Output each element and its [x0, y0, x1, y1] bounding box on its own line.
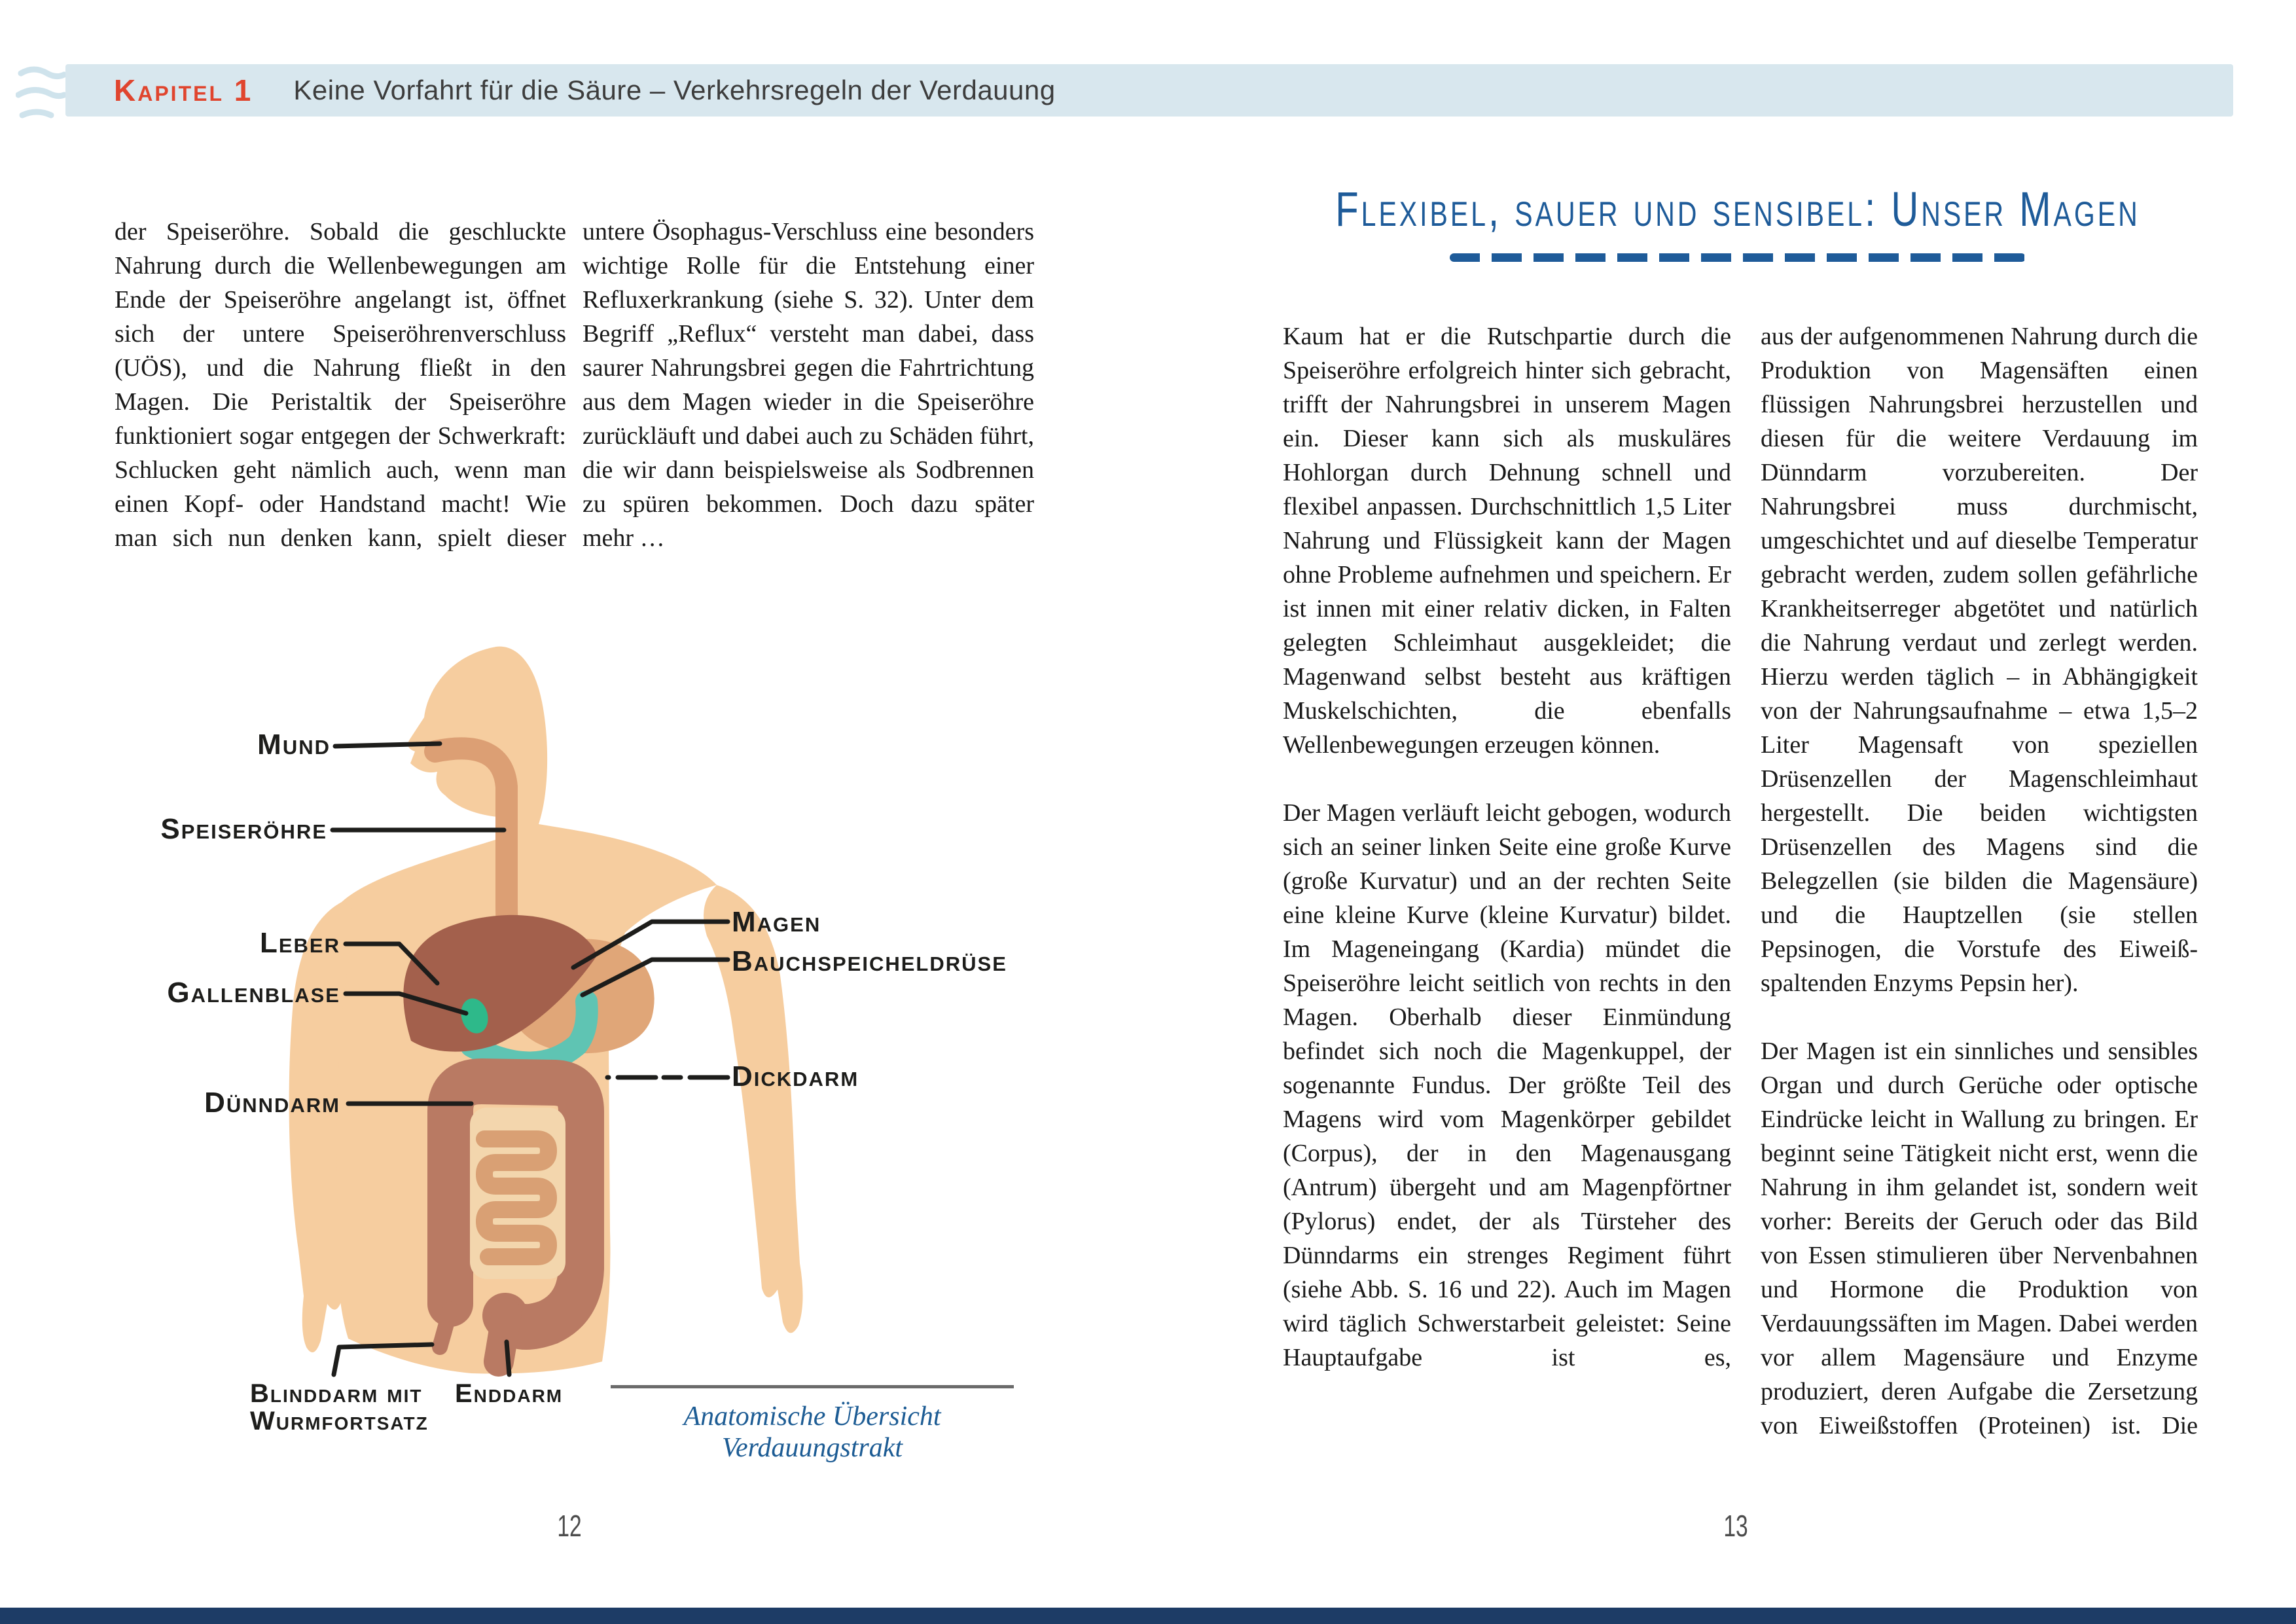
- footer-band: [0, 1608, 2296, 1624]
- digestive-tract-figure: [105, 622, 1086, 1479]
- paragraph: aus der aufgenommenen Nahrung durch die Produktion von Magensäften einen flüssigen Nahrungsbrei herzustellen und diesen für die weitere Verdauung im Dünndarm vorzubereiten. Der Nahrungsbrei muss durchmischt, umgeschichtet und auf dieselbe Temperatur gebracht werden, zudem sollen gefährliche Krankheitserreger abgetötet und natürlich die Nahrung verdaut und zerlegt werden. Hierzu werden täglich – in Abhängigkeit von der Nahrungsaufnahme – etwa 1,5–2 Liter Magensaft von speziellen Drüsenzellen der Magenschleimhaut hergestellt. Die beiden wichtigsten Drüsenzellen des Magens sind die Belegzellen (sie bilden die Magensäure) und die Hauptzellen (sie stellen Pepsinogen, die Vorstufe des Eiweiß-spaltenden Enzyms Pepsin her).: [1761, 323, 2198, 997]
- label-dickdarm: Dickdarm: [732, 1060, 859, 1092]
- wave-decoration-icon: [16, 59, 68, 124]
- chapter-header-band: [65, 64, 2233, 117]
- label-bauchspeicheldruese: Bauchspeicheldrüse: [732, 945, 1007, 977]
- section-heading: Flexibel, sauer und sensibel: Unser Magen: [1335, 182, 2140, 237]
- heading-dashed-underline: [1450, 253, 2026, 262]
- paragraph: Kaum hat er die Rutschpartie durch die Speiseröhre erfolgreich hinter sich gebracht, trifft der Nahrungsbrei in unserem Magen ein. Dieser kann sich als muskuläres Hohlorgan durch Dehnung schnell und flexibel anpassen. Durchschnittlich 1,5 Liter Nahrung und Flüssigkeit kann der Magen ohne Probleme aufnehmen und speichern. Er ist innen mit einer relativ dicken, in Falten gelegten Schleimhaut ausgekleidet; die Magenwand selbst besteht aus kräftigen Muskelschichten, die ebenfalls Wellenbewegungen erzeugen können.: [1283, 323, 1731, 759]
- caption-divider: [611, 1385, 1014, 1388]
- figure-caption: Anatomische Übersicht Verdauungstrakt: [683, 1401, 941, 1463]
- leader-line-enddarm: [507, 1342, 509, 1375]
- section-heading-block: [1276, 182, 2199, 262]
- right-page-column-2: [1761, 319, 2198, 1491]
- page-number-right: 13: [1723, 1509, 1748, 1543]
- paragraph: Der Magen ist ein sinnliches und sensibles Organ und durch Gerüche oder optische Eindrücke leicht in Wallung zu bringen. Er beginnt seine Tätigkeit nicht erst, wenn die Nahrung in ihm gelandet ist, sondern weit vorher: Bereits der Geruch oder das Bild von Essen stimulieren über Nervenbahnen und Hormone die Produktion von Verdauungssäften im Magen. Dabei werden vor allem Magensäure und Enzyme produziert, deren Aufgabe die Zersetzung von Eiweißstoffen (Proteinen) ist. Die: [1761, 1038, 2198, 1439]
- label-leber: Leber: [259, 927, 340, 959]
- page-number-left: 12: [557, 1509, 582, 1543]
- chapter-title: Keine Vorfahrt für die Säure – Verkehrsregeln der Verdauung: [293, 75, 1056, 105]
- left-page-column-1: der Speiseröhre. Sobald die geschluckte Nahrung durch die Wellenbewegungen am Ende der Speiseröhre angelangt ist, öffnet sich der untere Speiseröhrenverschluss (UÖS), und die Nahrung fließt in den Magen. Die Peristaltik der Speiseröhre funktioniert sogar entgegen der Schwerkraft: Schlucken geht nämlich auch, wenn man einen Kopf- oder Handstand macht! Wie man sich nun denken kann, spielt dieser: [115, 218, 566, 552]
- right-page-column-1: [1283, 319, 1731, 1491]
- paragraph: Der Magen verläuft leicht gebogen, wodurch sich an seiner linken Seite eine große Kurve (große Kurvatur) und an der rechten Seite eine kleine Kurve (kleine Kurvatur) bildet. Im Mageneingang (Kardia) mündet die Speiseröhre leicht seitlich von rechts in den Magen. Oberhalb dieser Einmündung befindet sich noch die Magenkuppel, der sogenannte Fundus. Der größte Teil des Magens wird vom Magenkörper gebildet (Corpus), der in den Magenausgang (Antrum) übergeht und am Magenpförtner (Pylorus) endet, der als Türsteher des Dünndarms ein strenges Regiment führt (siehe Abb. S. 16 und 22). Auch im Magen wird täglich Schwerstarbeit geleistet: Seine Hauptaufgabe ist es,: [1283, 799, 1731, 1371]
- label-gallenblase: Gallenblase: [167, 977, 340, 1009]
- left-page-column-2: untere Ösophagus-Verschluss eine besonders wichtige Rolle für die Entstehung einer Refluxerkrankung (siehe S. 32). Unter dem Begriff „Reflux“ versteht man dabei, dass saurer Nahrungsbrei gegen die Fahrtrichtung aus dem Magen wieder in die Speiseröhre zurückläuft und dabei auch zu Schäden führt, die wir dann beispielsweise als Sodbrennen zu spüren bekommen. Doch dazu später mehr …: [583, 218, 1034, 552]
- label-enddarm: Enddarm: [455, 1379, 564, 1408]
- chapter-label: Kapitel 1: [114, 73, 253, 107]
- appendix-shape: [440, 1309, 450, 1347]
- label-magen: Magen: [732, 906, 821, 938]
- label-mund: Mund: [257, 729, 331, 761]
- label-speiseroehre: Speiseröhre: [160, 813, 327, 845]
- leader-line-mund: [335, 744, 440, 746]
- label-duenndarm: Dünndarm: [204, 1087, 340, 1119]
- label-blinddarm: Blinddarm mit Wurmfortsatz: [250, 1379, 429, 1436]
